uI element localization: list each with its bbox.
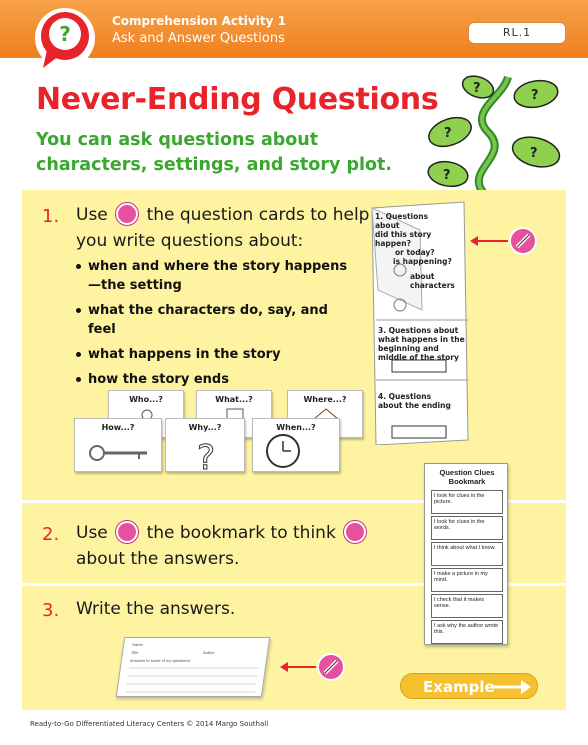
booklet-line: is happening? [393, 257, 452, 266]
step-3-number: 3. [42, 600, 60, 621]
standard-badge: RL.1 [468, 22, 566, 44]
answer-prompt: Answers to some of my questions: [129, 658, 192, 663]
question-badge-icon [25, 6, 103, 74]
card-label: Where...? [303, 395, 347, 404]
thought-bubble-icon [344, 521, 366, 543]
bookmark-row: I look for clues in the picture. [431, 490, 503, 514]
svg-text:?: ? [530, 146, 538, 161]
answer-title-label: Title [130, 650, 139, 655]
key-icon [75, 419, 163, 473]
card-label: Who...? [129, 395, 163, 404]
answer-name-label: Name [131, 642, 144, 647]
step-2-text [76, 520, 376, 572]
page-title: Never-Ending Questions [36, 82, 439, 117]
booklet-line: did this story happen? [375, 230, 432, 248]
badge-symbol: ? [59, 22, 71, 46]
pencil-icon [508, 226, 538, 256]
example-label: Example [423, 678, 495, 696]
answer-author-label: Author [202, 650, 216, 655]
step-1-text [76, 202, 376, 254]
arrow-left-icon [280, 662, 316, 672]
bookmark-row: I make a picture in my mind. [431, 568, 503, 592]
card-label: What...? [215, 395, 253, 404]
hand-pointing-icon [116, 203, 138, 225]
list-item: what happens in the story [76, 345, 356, 364]
arrow-left-icon [470, 236, 508, 246]
bookmark-row: I think about what I know. [431, 542, 503, 566]
list-item: when and where the story happens—the setting [76, 257, 356, 295]
pencil-icon [316, 652, 346, 682]
booklet-characters [410, 272, 455, 290]
svg-text:?: ? [443, 168, 451, 183]
step-2-number: 2. [42, 524, 60, 545]
example-button[interactable] [400, 673, 538, 699]
arrow-right-icon [493, 680, 531, 694]
beanstalk-illustration [418, 62, 568, 202]
booklet-section-3: 3. Questions about what happens in the beginning and middle of the story [378, 326, 465, 362]
step-2-text-before: Use [76, 523, 108, 543]
footer-copyright: Ready-to-Go Differentiated Literacy Centers © 2014 Margo Southall [30, 720, 269, 728]
step-3-text: Write the answers. [76, 599, 236, 619]
svg-text:?: ? [444, 126, 452, 141]
bookmark-title: Question Clues Bookmark [439, 468, 495, 486]
bookmark-row: I ask why the author wrote this. [431, 620, 503, 644]
answer-lines [117, 638, 271, 698]
booklet-line: or today? [395, 248, 435, 257]
card-label: Why...? [188, 423, 222, 432]
booklet-line: characters [410, 281, 455, 290]
list-item: how the story ends [76, 370, 356, 389]
bookmark-row: I check that it makes sense. [431, 594, 503, 618]
svg-text:?: ? [531, 88, 539, 103]
clock-icon [253, 419, 341, 473]
booklet-line: about [410, 272, 435, 281]
step-2-text-after: the bookmark to think [146, 523, 336, 543]
question-card-when [252, 418, 340, 472]
question-card-how [74, 418, 162, 472]
bookmark-row: I look for clues in the words. [431, 516, 503, 540]
question-mark-icon [166, 419, 246, 473]
activity-subtitle: Ask and Answer Questions [112, 31, 285, 46]
answer-sheet [116, 637, 270, 697]
card-label: When...? [276, 423, 316, 432]
card-label: How...? [101, 423, 135, 432]
svg-text:?: ? [473, 81, 481, 96]
question-topics-list [76, 257, 356, 395]
activity-title: Comprehension Activity 1 [112, 14, 286, 28]
list-item: what the characters do, say, and feel [76, 301, 356, 339]
booklet-section-1 [375, 212, 455, 266]
step-1-text-before: Use [76, 205, 108, 225]
pointing-hand-icon [116, 521, 138, 543]
booklet-section-4: 4. Questions about the ending [378, 392, 451, 410]
step-2-text-after2: about the answers. [76, 549, 240, 569]
svg-text:?: ? [196, 438, 216, 473]
page-subtitle: You can ask questions about characters, settings, and story plot. [36, 130, 393, 175]
question-card-why [165, 418, 245, 472]
step-1-text-after: the question cards to help you write questions about: [76, 205, 370, 251]
booklet-line: 1. Questions about [375, 212, 429, 230]
step-1-number: 1. [42, 206, 60, 227]
question-clues-bookmark [424, 463, 508, 645]
